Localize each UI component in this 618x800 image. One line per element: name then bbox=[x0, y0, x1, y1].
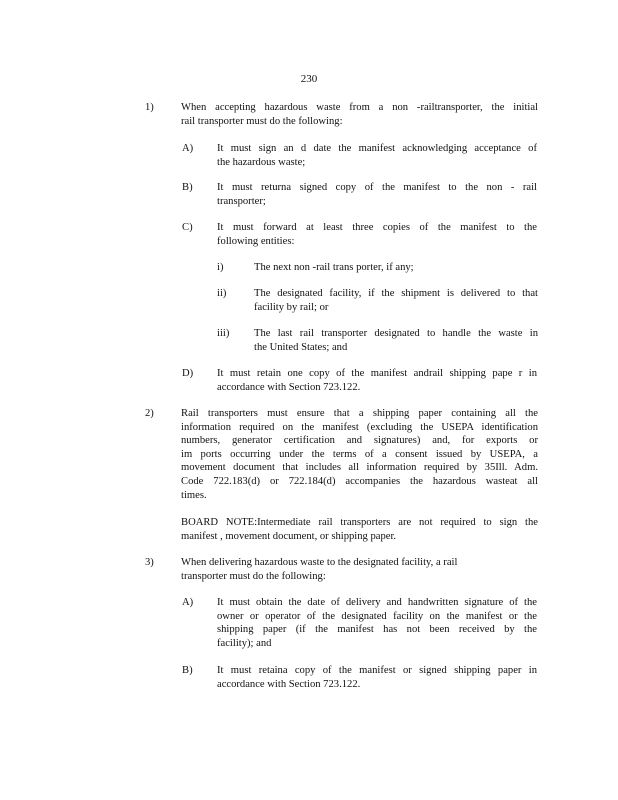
subitem-text: It must forward at least three copies of the manifest to the following entities: bbox=[217, 222, 537, 247]
item-number: 1) bbox=[145, 102, 154, 113]
subsubitem-text: The last rail transporter designated to handle the waste in the United States; and bbox=[254, 328, 538, 353]
subsubitem-number: i) bbox=[217, 262, 224, 273]
subitem-number: B) bbox=[182, 182, 193, 193]
subitem-number: D) bbox=[182, 368, 194, 379]
item-text: Rail transporters must ensure that a shipping paper containing all the information required on the manifest (excluding the USEPA identification numbers, generator certification and signatures) and, for exports or im ports occurring under the terms of a consent issued by USEPA, a movement document that includes all information required by 35Ill. Adm. Code 722.183(d) or 722.184(d) accompanies the hazardous wasteat all times. bbox=[181, 408, 538, 501]
subitem-text: It must retaina copy of the manifest or signed shipping paper in accordance with Section 723.122. bbox=[217, 665, 537, 690]
subitem-number: A) bbox=[182, 143, 194, 154]
page-number: 230 bbox=[300, 73, 318, 85]
item-number: 3) bbox=[145, 557, 154, 568]
subitem-number: C) bbox=[182, 222, 193, 233]
subsubitem-number: ii) bbox=[217, 288, 227, 299]
subsubitem-number: iii) bbox=[217, 328, 230, 339]
item-text: When delivering hazardous waste to the designated facility, a rail transporter must do the following: bbox=[181, 557, 458, 582]
subitem-text: It must sign an d date the manifest acknowledging acceptance of the hazardous waste; bbox=[217, 143, 537, 168]
item-text: When accepting hazardous waste from a non -railtransporter, the initial rail transporter must do the following: bbox=[181, 102, 538, 127]
subsubitem-text: The designated facility, if the shipment is delivered to that facility by rail; or bbox=[254, 288, 538, 313]
subitem-text: It must retain one copy of the manifest andrail shipping pape r in accordance with Section 723.122. bbox=[217, 368, 537, 393]
board-note: BOARD NOTE:Intermediate rail transporters are not required to sign the manifest , movement document, or shipping paper. bbox=[181, 517, 538, 542]
subitem-text: It must obtain the date of delivery and handwritten signature of the owner or operator of the designated facility on the manifest or the shipping paper (if the manifest has not been received by the facility); and bbox=[217, 597, 537, 649]
subitem-number: A) bbox=[182, 597, 194, 608]
subitem-number: B) bbox=[182, 665, 193, 676]
item-number: 2) bbox=[145, 408, 154, 419]
subitem-text: It must returna signed copy of the manifest to the non - rail transporter; bbox=[217, 182, 537, 207]
subsubitem-text: The next non -rail trans porter, if any; bbox=[254, 262, 414, 273]
